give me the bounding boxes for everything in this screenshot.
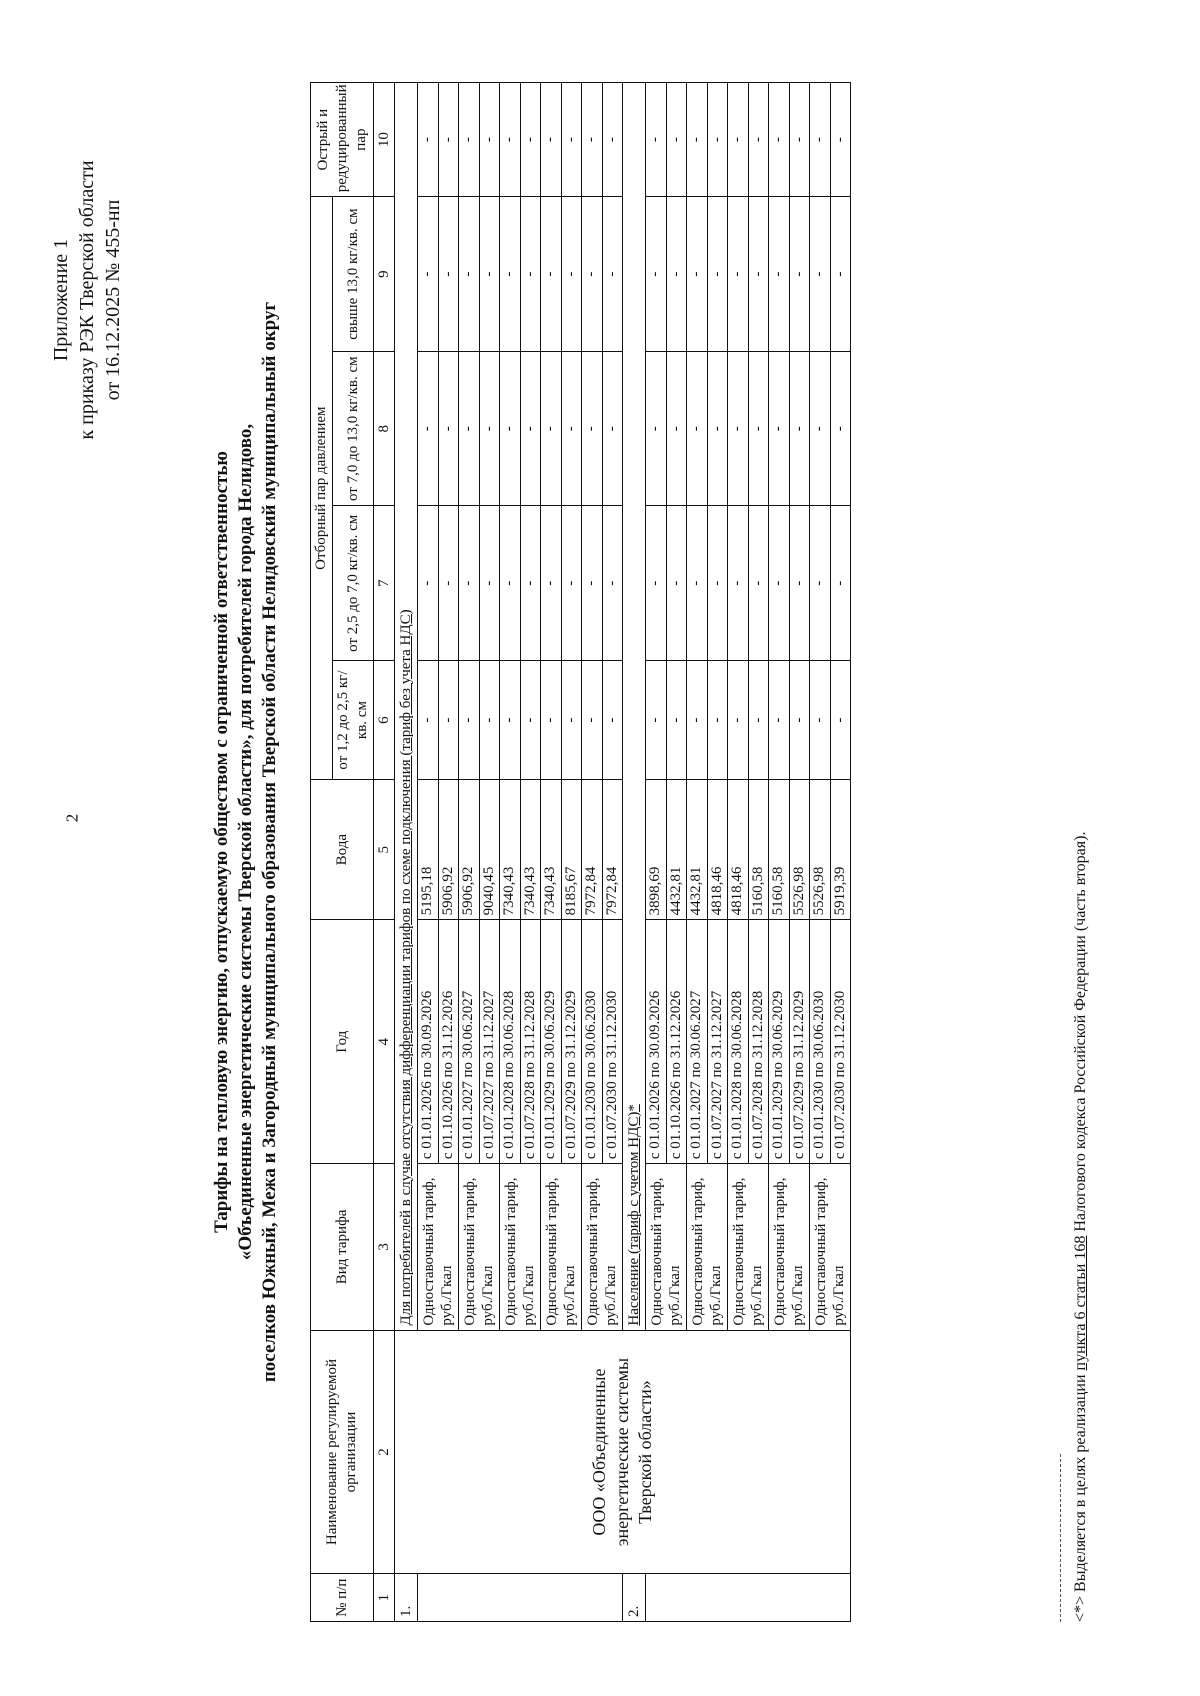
pressure-1-value: - [541,661,562,780]
period-cell: с 01.01.2029 по 30.06.2029 [541,920,562,1164]
header-no: № п/п [311,1574,374,1622]
water-value: 4818,46 [707,780,728,920]
water-value: 7340,43 [500,780,521,920]
pressure-2-value: - [789,506,810,661]
footnote [1072,832,1090,1622]
header-steam-group: Отборный пар давлением [311,197,333,780]
pressure-4-value: - [789,197,810,352]
header-pressure-3: от 7,0 до 13,0 кг/кв. см [333,351,374,506]
sharp-steam-value: - [541,83,562,197]
period-cell: с 01.01.2029 по 30.06.2029 [769,920,790,1164]
tariff-type-cell: Одноставочный тариф, руб./Гкал [418,1164,459,1331]
sharp-steam-value: - [520,83,541,197]
pressure-2-value: - [500,506,521,661]
pressure-1-value: - [707,661,728,780]
pressure-3-value: - [479,351,500,506]
tariff-type-cell: Одноставочный тариф, руб./Гкал [646,1164,687,1331]
sharp-steam-value: - [561,83,582,197]
organization-name: ООО «Объединенные энергетические системы Тверской области» [395,1330,851,1574]
period-cell: с 01.01.2028 по 30.06.2028 [728,920,749,1164]
sharp-steam-value: - [459,83,480,197]
sharp-steam-value: - [666,83,687,197]
pressure-4-value: - [520,197,541,352]
sharp-steam-value: - [789,83,810,197]
water-value: 7340,43 [541,780,562,920]
period-cell: с 01.07.2028 по 31.12.2028 [520,920,541,1164]
pressure-1-value: - [561,661,582,780]
tariff-table [310,82,851,1622]
tariff-type-cell: Одноставочный тариф, руб./Гкал [728,1164,769,1331]
header-pressure-2: от 2,5 до 7,0 кг/кв. см [333,506,374,661]
column-number: 9 [374,197,395,352]
tariff-type-cell: Одноставочный тариф, руб./Гкал [541,1164,582,1331]
pressure-1-value: - [520,661,541,780]
pressure-3-value: - [666,351,687,506]
pressure-4-value: - [582,197,603,352]
period-cell: с 01.01.2030 по 30.06.2030 [582,920,603,1164]
water-value: 5526,98 [789,780,810,920]
section-title: Население (тариф с учетом НДС)* [623,83,646,1331]
pressure-2-value: - [646,506,667,661]
footnote-link[interactable]: пункта 6 статьи 168 [1072,1235,1089,1371]
pressure-4-value: - [438,197,459,352]
water-value: 7972,84 [602,780,623,920]
pressure-3-value: - [687,351,708,506]
header-year: Год [311,920,374,1164]
footnote-suffix: Налогового кодекса Российской Федерации (часть вторая). [1072,831,1089,1236]
column-number: 8 [374,351,395,506]
pressure-1-value: - [646,661,667,780]
sharp-steam-value: - [602,83,623,197]
appendix-line-1: Приложение 1 [50,238,72,362]
column-number: 7 [374,506,395,661]
water-value: 8185,67 [561,780,582,920]
pressure-2-value: - [438,506,459,661]
water-value: 4818,46 [728,780,749,920]
pressure-2-value: - [520,506,541,661]
period-cell: с 01.07.2029 по 31.12.2029 [789,920,810,1164]
tariff-type-cell: Одноставочный тариф, руб./Гкал [810,1164,851,1331]
period-cell: с 01.01.2027 по 30.06.2027 [687,920,708,1164]
period-cell: с 01.01.2026 по 30.09.2026 [418,920,439,1164]
water-value: 7972,84 [582,780,603,920]
row-number-blank [646,1574,851,1622]
pressure-4-value: - [500,197,521,352]
page-number: 2 [62,813,82,823]
tariff-table-body [395,83,851,1622]
header-sharp-steam: Острый и редуцированный пар [311,83,374,197]
tariff-type-cell: Одноставочный тариф, руб./Гкал [459,1164,500,1331]
column-number: 6 [374,661,395,780]
column-number: 3 [374,1164,395,1331]
pressure-2-value: - [687,506,708,661]
pressure-1-value: - [582,661,603,780]
pressure-1-value: - [459,661,480,780]
column-number-row [374,83,395,1622]
section-number: 2. [623,1574,646,1622]
period-cell: с 01.01.2026 по 30.09.2026 [646,920,667,1164]
section-number: 1. [395,1574,418,1622]
sharp-steam-value: - [769,83,790,197]
period-cell: с 01.01.2030 по 30.06.2030 [810,920,831,1164]
sharp-steam-value: - [418,83,439,197]
pressure-1-value: - [666,661,687,780]
water-value: 5160,58 [748,780,769,920]
pressure-2-value: - [769,506,790,661]
column-number: 1 [374,1574,395,1622]
footnote-prefix: <*> Выделяется в целях реализации [1072,1370,1089,1622]
pressure-2-value: - [748,506,769,661]
water-value: 4432,81 [687,780,708,920]
sharp-steam-value: - [810,83,831,197]
water-value: 5906,92 [438,780,459,920]
sharp-steam-value: - [687,83,708,197]
pressure-1-value: - [748,661,769,780]
column-number: 4 [374,920,395,1164]
pressure-4-value: - [769,197,790,352]
pressure-4-value: - [418,197,439,352]
pressure-4-value: - [748,197,769,352]
pressure-4-value: - [666,197,687,352]
pressure-4-value: - [728,197,749,352]
pressure-1-value: - [602,661,623,780]
document-title [210,12,282,1672]
pressure-1-value: - [438,661,459,780]
water-value: 5526,98 [810,780,831,920]
appendix-block [48,90,126,510]
sharp-steam-value: - [438,83,459,197]
pressure-4-value: - [479,197,500,352]
water-value: 9040,45 [479,780,500,920]
pressure-2-value: - [561,506,582,661]
pressure-3-value: - [728,351,749,506]
pressure-4-value: - [602,197,623,352]
pressure-3-value: - [418,351,439,506]
sharp-steam-value: - [500,83,521,197]
column-number: 5 [374,780,395,920]
section-title: Для потребителей в случае отсутствия дифференциации тарифов по схеме подключения (тариф без учета НДС) [395,83,418,1331]
column-number: 2 [374,1330,395,1574]
period-cell: с 01.07.2028 по 31.12.2028 [748,920,769,1164]
water-value: 5906,92 [459,780,480,920]
footnote-divider [1060,1454,1061,1622]
pressure-2-value: - [541,506,562,661]
pressure-1-value: - [810,661,831,780]
pressure-1-value: - [500,661,521,780]
title-line-3: поселков Южный, Межа и Загородный муниципального образования Тверской области Нелидовский муниципальный округ [259,301,280,1383]
pressure-2-value: - [418,506,439,661]
sharp-steam-value: - [728,83,749,197]
period-cell: с 01.10.2026 по 31.12.2026 [438,920,459,1164]
water-value: 5919,39 [830,780,851,920]
pressure-4-value: - [830,197,851,352]
pressure-3-value: - [520,351,541,506]
header-org: Наименование регулируемой организации [311,1330,374,1574]
period-cell: с 01.07.2030 по 31.12.2030 [602,920,623,1164]
pressure-3-value: - [810,351,831,506]
pressure-1-value: - [830,661,851,780]
water-value: 3898,69 [646,780,667,920]
period-cell: с 01.07.2029 по 31.12.2029 [561,920,582,1164]
column-number: 10 [374,83,395,197]
period-cell: с 01.07.2027 по 31.12.2027 [479,920,500,1164]
period-cell: с 01.07.2030 по 31.12.2030 [830,920,851,1164]
pressure-3-value: - [561,351,582,506]
sharp-steam-value: - [479,83,500,197]
sharp-steam-value: - [748,83,769,197]
title-line-2: «Объединенные энергетические системы Тверской области», для потребителей города Нелидово, [235,423,256,1261]
pressure-1-value: - [789,661,810,780]
document-page [30,12,1160,1672]
pressure-4-value: - [561,197,582,352]
appendix-line-2: к приказу РЭК Тверской области [76,160,98,440]
pressure-3-value: - [602,351,623,506]
pressure-3-value: - [582,351,603,506]
tariff-type-cell: Одноставочный тариф, руб./Гкал [500,1164,541,1331]
pressure-2-value: - [459,506,480,661]
tariff-type-cell: Одноставочный тариф, руб./Гкал [582,1164,623,1331]
pressure-1-value: - [418,661,439,780]
header-pressure-4: свыше 13,0 кг/кв. см [333,197,374,352]
pressure-4-value: - [810,197,831,352]
tariff-type-cell: Одноставочный тариф, руб./Гкал [687,1164,728,1331]
pressure-3-value: - [789,351,810,506]
appendix-line-3: от 16.12.2025 № 455-нп [102,199,124,401]
pressure-1-value: - [769,661,790,780]
sharp-steam-value: - [582,83,603,197]
sharp-steam-value: - [646,83,667,197]
pressure-1-value: - [479,661,500,780]
pressure-2-value: - [666,506,687,661]
pressure-3-value: - [500,351,521,506]
tariff-type-cell: Одноставочный тариф, руб./Гкал [769,1164,810,1331]
pressure-2-value: - [479,506,500,661]
pressure-3-value: - [438,351,459,506]
sharp-steam-value: - [830,83,851,197]
pressure-1-value: - [687,661,708,780]
pressure-2-value: - [582,506,603,661]
water-value: 4432,81 [666,780,687,920]
water-value: 5160,58 [769,780,790,920]
pressure-3-value: - [748,351,769,506]
pressure-3-value: - [769,351,790,506]
pressure-4-value: - [541,197,562,352]
pressure-1-value: - [728,661,749,780]
pressure-2-value: - [830,506,851,661]
pressure-4-value: - [687,197,708,352]
period-cell: с 01.07.2027 по 31.12.2027 [707,920,728,1164]
pressure-2-value: - [602,506,623,661]
pressure-3-value: - [707,351,728,506]
pressure-3-value: - [459,351,480,506]
pressure-4-value: - [459,197,480,352]
period-cell: с 01.10.2026 по 31.12.2026 [666,920,687,1164]
pressure-2-value: - [707,506,728,661]
water-value: 7340,43 [520,780,541,920]
period-cell: с 01.01.2028 по 30.06.2028 [500,920,521,1164]
sharp-steam-value: - [707,83,728,197]
pressure-3-value: - [646,351,667,506]
header-tariff-type: Вид тарифа [311,1164,374,1331]
title-line-1: Тарифы на тепловую энергию, отпускаемую обществом с ограниченной ответственностью [211,451,232,1233]
period-cell: с 01.01.2027 по 30.06.2027 [459,920,480,1164]
header-water: Вода [311,780,374,920]
pressure-4-value: - [707,197,728,352]
pressure-2-value: - [810,506,831,661]
pressure-2-value: - [728,506,749,661]
water-value: 5195,18 [418,780,439,920]
pressure-3-value: - [830,351,851,506]
section-row [395,83,418,1622]
row-number-blank [418,1574,623,1622]
pressure-3-value: - [541,351,562,506]
pressure-4-value: - [646,197,667,352]
header-pressure-1: от 1,2 до 2,5 кг/кв. см [333,661,374,780]
